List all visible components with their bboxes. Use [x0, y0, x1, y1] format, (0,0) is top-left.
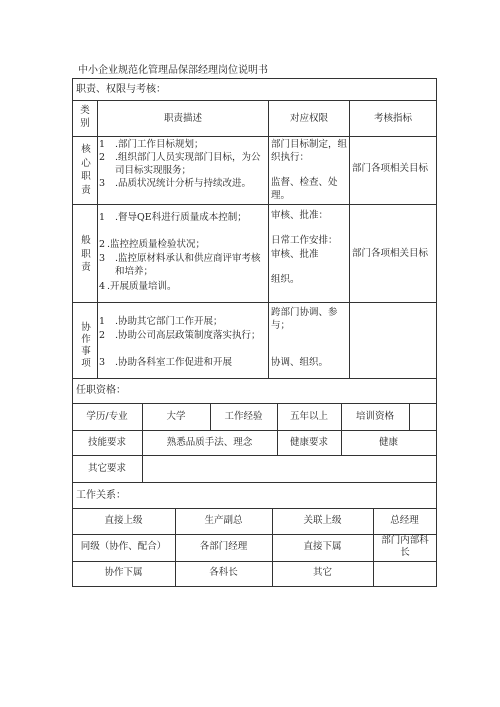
header-category: 类别: [80, 105, 90, 129]
grid-line: [72, 403, 437, 404]
header-authority: 对应权限: [289, 113, 328, 124]
grid-line: [72, 508, 437, 509]
direct-sub-value: 部门内部科长: [381, 535, 429, 558]
general-authority-1: 审核、批准：: [271, 210, 329, 221]
general-authority-4: 组织。: [271, 274, 300, 285]
general-authority-2: 日常工作安排：: [271, 235, 338, 246]
core-authority-2: 监督、检查、处理。: [271, 177, 338, 201]
grid-line: [409, 403, 410, 430]
divider: [72, 100, 437, 101]
header-description: 职责描述: [163, 113, 202, 124]
grid-line: [72, 136, 437, 137]
general-item-1-text: .督导QE科进行质量成本控制；: [115, 212, 247, 223]
core-item-1-num: 1: [99, 139, 106, 150]
grid-line: [72, 482, 437, 483]
general-item-4-num: 4: [99, 281, 106, 292]
grid-line: [72, 204, 437, 205]
direct-superior-label: 直接上级: [104, 515, 143, 526]
general-item-4-text: .开展质量培训。: [107, 281, 177, 292]
document-title: 中小企业规范化管理品保部经理岗位说明书: [78, 65, 268, 76]
core-item-3-num: 3: [99, 178, 106, 189]
table-border-right: [436, 78, 437, 587]
coop-authority-2: 协调、组织。: [271, 357, 329, 368]
table-border-bottom: [72, 586, 437, 587]
related-superior-value: 总经理: [390, 515, 419, 526]
coop-sub-value: 各科长: [209, 567, 238, 578]
general-item-3-text: .监控原材料承认和供应商评审考核和培养；: [115, 253, 261, 277]
coop-item-3-num: 3: [99, 357, 106, 368]
grid-line: [72, 561, 437, 562]
direct-superior-value: 生产副总: [204, 515, 243, 526]
grid-line: [349, 100, 350, 378]
coop-sub-label: 协作下属: [104, 567, 143, 578]
relations-other-label: 其它: [312, 567, 332, 578]
section-relations: 工作关系：: [76, 490, 126, 501]
core-item-3-text: .品质状况统计分析与持续改进。: [115, 178, 252, 189]
coop-authority-1: 跨部门协调、参与；: [271, 307, 338, 331]
coop-category: 协作事项: [81, 322, 91, 369]
grid-line: [268, 100, 269, 378]
grid-line: [72, 430, 437, 431]
coop-item-3-text: .协助各科室工作促进和开展: [115, 357, 233, 368]
experience-label: 工作经验: [224, 411, 263, 422]
health-label: 健康要求: [289, 437, 328, 448]
training-label: 培训资格: [355, 411, 394, 422]
section-qualifications: 任职资格：: [76, 385, 126, 396]
general-item-3-num: 3: [99, 253, 106, 264]
education-label: 学历/专业: [86, 411, 128, 422]
skill-label: 技能要求: [87, 437, 126, 448]
core-item-2-text: .组织部门人员实现部门目标，为公司目标实现服务；: [115, 152, 261, 176]
peer-value: 各部门经理: [199, 541, 248, 552]
coop-item-2-num: 2: [99, 330, 106, 341]
general-kpi: 部门各项相关目标: [352, 248, 429, 259]
core-category: 核心职责: [81, 144, 91, 196]
grid-line: [72, 378, 437, 379]
core-item-2-num: 2: [99, 152, 106, 163]
other-req-label: 其它要求: [87, 463, 126, 474]
general-item-2-text: .监控控质量检验状况；: [107, 239, 206, 250]
health-value: 健康: [378, 437, 398, 448]
grid-line: [97, 100, 98, 378]
general-item-2-num: 2: [99, 239, 106, 250]
coop-item-1-text: .协助其它部门工作开展；: [115, 316, 223, 327]
direct-sub-label: 直接下属: [303, 541, 342, 552]
general-item-1-num: 1: [99, 212, 106, 223]
table-border-left: [72, 78, 73, 587]
core-item-1-text: .部门工作目标规划；: [115, 139, 204, 150]
coop-item-2-text: .协助公司高层政策制度落实执行；: [115, 330, 261, 341]
section-duties: 职责、权限与考核：: [76, 84, 166, 95]
table-border-top: [72, 78, 437, 79]
general-category: 般职责: [81, 235, 91, 273]
experience-value: 五年以上: [289, 411, 328, 422]
peer-label: 同级（协作、配合）: [80, 541, 167, 552]
coop-item-1-num: 1: [99, 316, 106, 327]
grid-line: [72, 455, 437, 456]
general-authority-3: 审核、批准: [271, 249, 319, 260]
skill-value: 熟悉品质手法、理念: [166, 437, 253, 448]
grid-line: [72, 302, 437, 303]
related-superior-label: 关联上级: [303, 515, 342, 526]
core-kpi: 部门各项相关目标: [352, 163, 429, 174]
education-value: 大学: [166, 411, 186, 422]
header-kpi: 考核指标: [373, 113, 412, 124]
core-authority-1: 部门目标制定，组织执行：: [271, 139, 348, 163]
